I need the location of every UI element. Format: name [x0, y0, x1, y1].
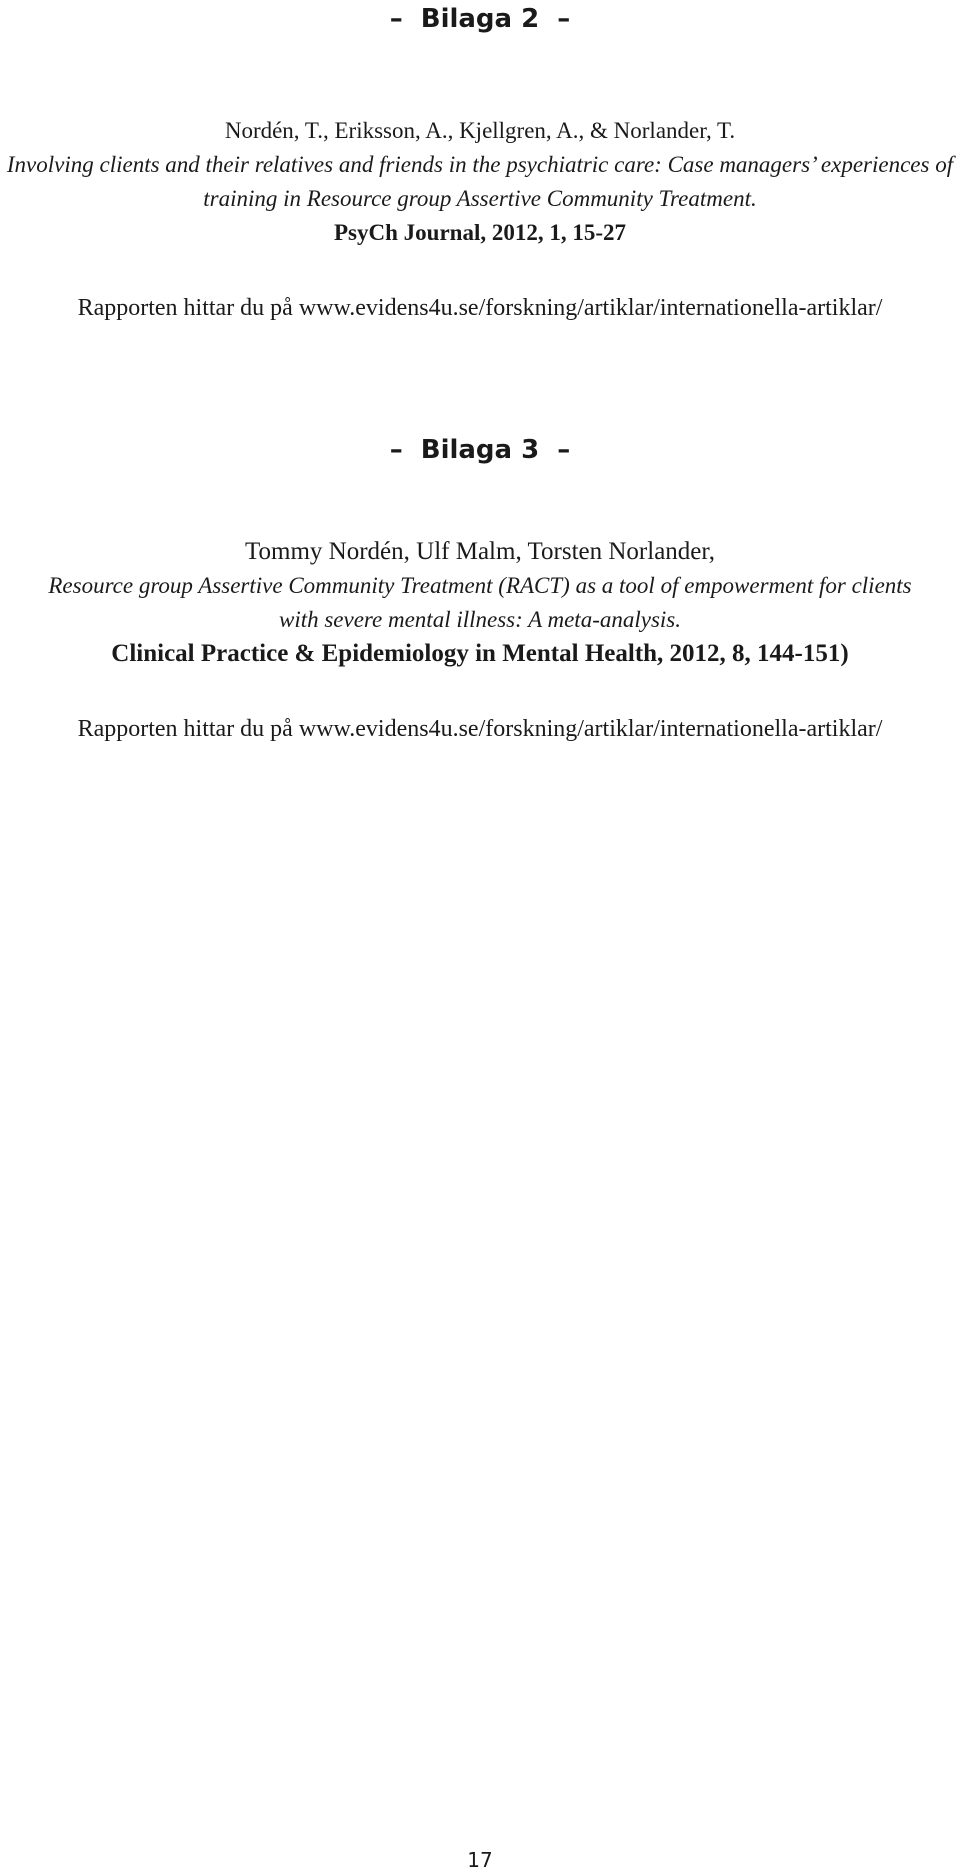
bilaga-3-reference [0, 535, 960, 671]
heading-dash-left: – [389, 4, 403, 34]
bilaga-3-article-title-line-2: with severe mental illness: A meta-analysis. [278, 607, 682, 632]
bilaga-3-report-link [0, 712, 960, 746]
bilaga-2-reference [0, 114, 960, 250]
bilaga-3-journal: Clinical Practice & Epidemiology in Mental Health, 2012, 8, 144-151) [111, 640, 849, 667]
bilaga-2-article-title-line-1: Involving clients and their relatives and friends in the psychiatric care: Case managers’ experiences of [6, 152, 954, 177]
page-number: 17 [467, 1848, 493, 1872]
bilaga-3-authors: Tommy Nordén, Ulf Malm, Torsten Norlander, [245, 538, 715, 565]
bilaga-3-title: Bilaga 3 [420, 435, 540, 465]
bilaga-2-article-title-line-2: training in Resource group Assertive Community Treatment. [203, 186, 757, 211]
bilaga-2-heading [0, 2, 960, 36]
heading-dash-right: – [557, 4, 571, 34]
heading-dash-left: – [389, 435, 403, 465]
bilaga-2-report-link-text: Rapporten hittar du på www.evidens4u.se/forskning/artiklar/internationella-artiklar/ [77, 295, 883, 321]
bilaga-2-title: Bilaga 2 [420, 4, 540, 34]
bilaga-3-report-link-text: Rapporten hittar du på www.evidens4u.se/forskning/artiklar/internationella-artiklar/ [77, 716, 883, 742]
heading-dash-right: – [557, 435, 571, 465]
bilaga-2-report-link [0, 291, 960, 325]
bilaga-3-heading [0, 433, 960, 467]
bilaga-2-journal: PsyCh Journal, 2012, 1, 15-27 [334, 220, 626, 245]
bilaga-3-article-title-line-1: Resource group Assertive Community Treatment (RACT) as a tool of empowerment for clients [48, 573, 912, 598]
bilaga-2-authors: Nordén, T., Eriksson, A., Kjellgren, A., & Norlander, T. [224, 118, 736, 143]
